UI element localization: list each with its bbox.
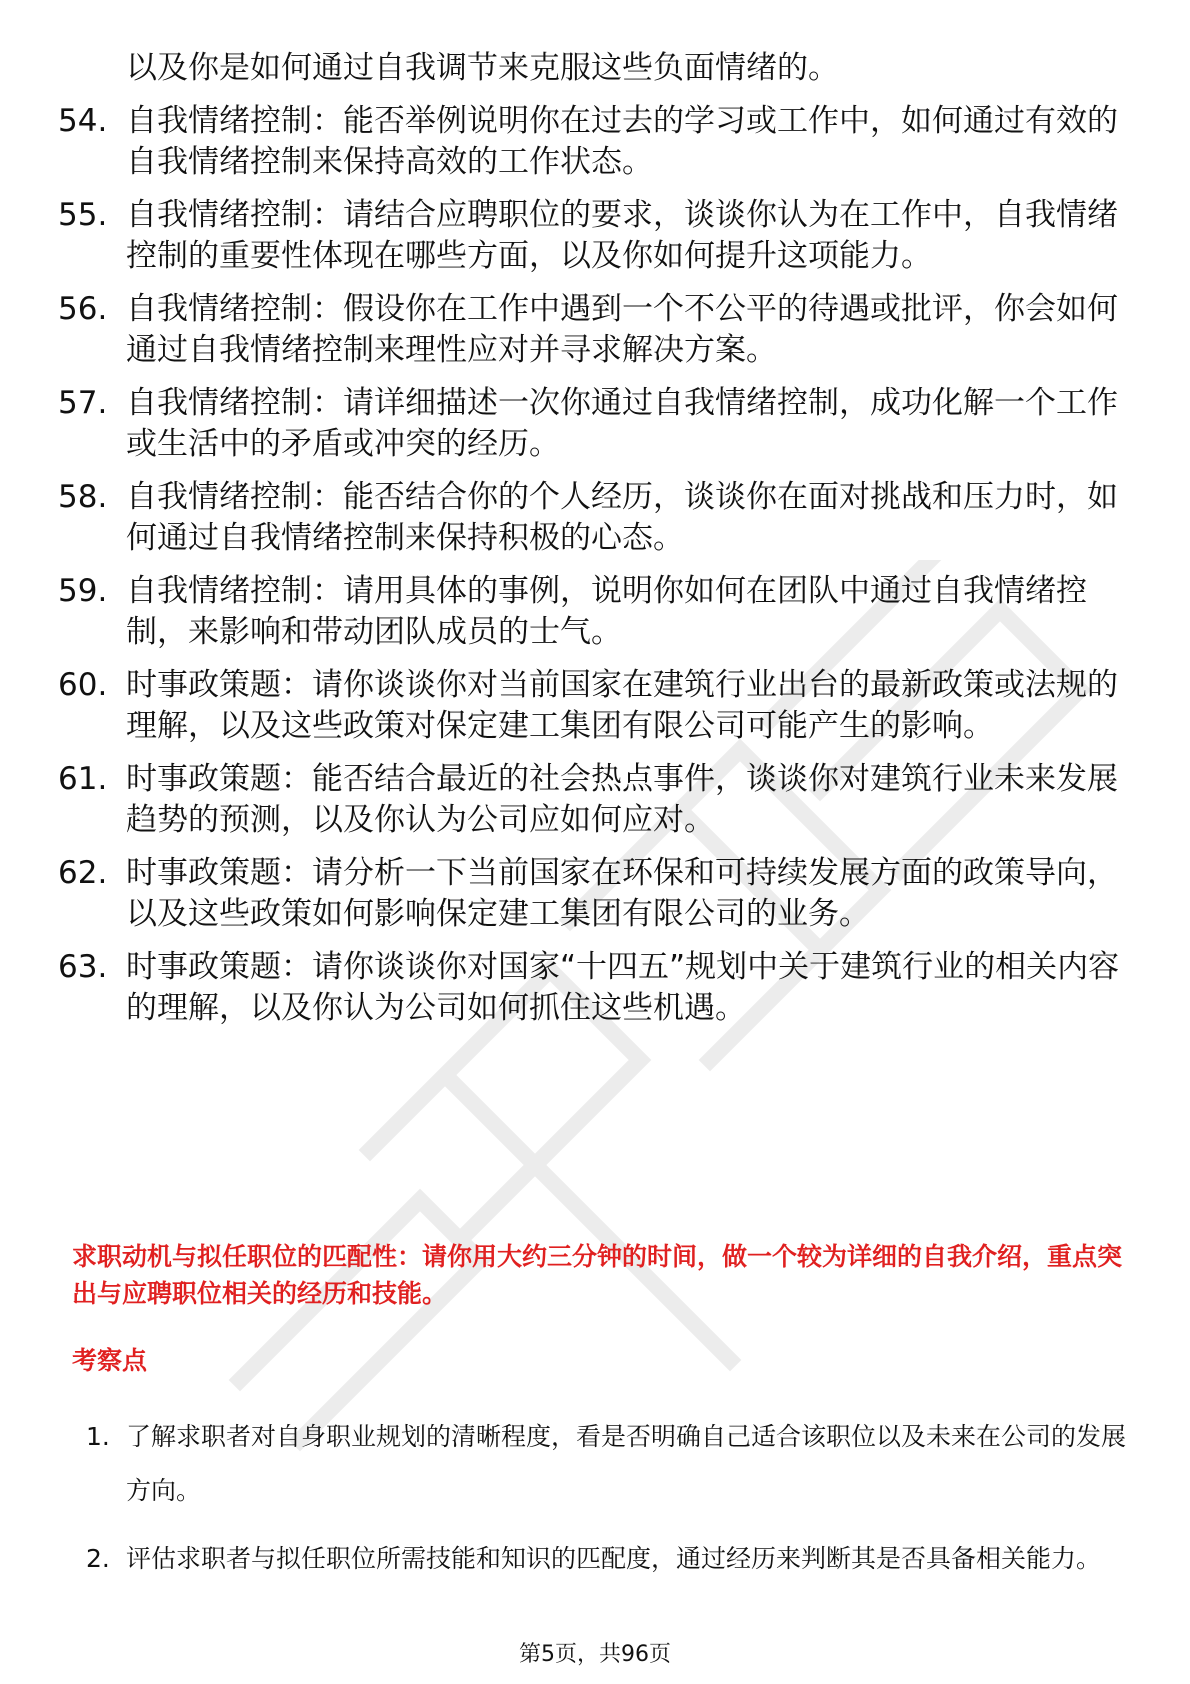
question-text: 自我情绪控制：请结合应聘职位的要求，谈谈你认为在工作中，自我情绪控制的重要性体现在哪些方面，以及你如何提升这项能力。: [126, 197, 1118, 274]
question-number: 63.: [58, 949, 108, 985]
point-number: 1.: [86, 1422, 110, 1451]
question-item: [58, 289, 1138, 371]
point-text: 了解求职者对自身职业规划的清晰程度，看是否明确自己适合该职位以及未来在公司的发展方向。: [126, 1422, 1127, 1505]
question-text: 自我情绪控制：能否举例说明你在过去的学习或工作中，如何通过有效的自我情绪控制来保持高效的工作状态。: [126, 103, 1118, 180]
question-number: 57.: [58, 385, 108, 421]
question-number: 56.: [58, 291, 108, 327]
question-item: [58, 195, 1138, 277]
page-footer: 第5页，共96页: [519, 1642, 671, 1667]
question-item: [58, 853, 1138, 935]
question-item: [58, 477, 1138, 559]
point-text: 评估求职者与拟任职位所需技能和知识的匹配度，通过经历来判断其是否具备相关能力。: [126, 1544, 1102, 1573]
question-text: 自我情绪控制：请详细描述一次你通过自我情绪控制，成功化解一个工作或生活中的矛盾或冲突的经历。: [126, 385, 1118, 462]
question-text: 时事政策题：请你谈谈你对国家“十四五”规划中关于建筑行业的相关内容的理解，以及你认为公司如何抓住这些机遇。: [126, 949, 1120, 1026]
question-item: [58, 665, 1138, 747]
question-item: [58, 101, 1138, 183]
question-item: [58, 383, 1138, 465]
question-number: 58.: [58, 479, 108, 515]
question-text: 时事政策题：请你谈谈你对当前国家在建筑行业出台的最新政策或法规的理解，以及这些政策对保定建工集团有限公司可能产生的影响。: [126, 667, 1118, 744]
question-number: 54.: [58, 103, 108, 139]
assessment-point: [86, 1410, 1146, 1518]
points-heading: 考察点: [72, 1346, 148, 1375]
question-item: [58, 571, 1138, 653]
question-item: [58, 947, 1138, 1029]
highlight-question: 求职动机与拟任职位的匹配性：请你用大约三分钟的时间，做一个较为详细的自我介绍，重点突出与应聘职位相关的经历和技能。: [72, 1242, 1123, 1308]
question-number: 62.: [58, 855, 108, 891]
question-text: 时事政策题：请分析一下当前国家在环保和可持续发展方面的政策导向，以及这些政策如何影响保定建工集团有限公司的业务。: [126, 855, 1118, 932]
assessment-point: [86, 1532, 1146, 1586]
question-text: 自我情绪控制：假设你在工作中遇到一个不公平的待遇或批评，你会如何通过自我情绪控制来理性应对并寻求解决方案。: [126, 291, 1118, 368]
question-list: [58, 48, 1138, 1041]
question-number: 60.: [58, 667, 108, 703]
question-text: 自我情绪控制：请用具体的事例，说明你如何在团队中通过自我情绪控制，来影响和带动团队成员的士气。: [126, 573, 1087, 650]
question-item: [58, 759, 1138, 841]
question-text: 自我情绪控制：能否结合你的个人经历，谈谈你在面对挑战和压力时，如何通过自我情绪控制来保持积极的心态。: [126, 479, 1118, 556]
question-number: 55.: [58, 197, 108, 233]
point-number: 2.: [86, 1544, 110, 1573]
question-continuation: 以及你是如何通过自我调节来克服这些负面情绪的。: [126, 50, 839, 86]
assessment-points-list: [86, 1410, 1146, 1600]
question-number: 59.: [58, 573, 108, 609]
question-number: 61.: [58, 761, 108, 797]
question-text: 时事政策题：能否结合最近的社会热点事件，谈谈你对建筑行业未来发展趋势的预测，以及你认为公司应如何应对。: [126, 761, 1118, 838]
